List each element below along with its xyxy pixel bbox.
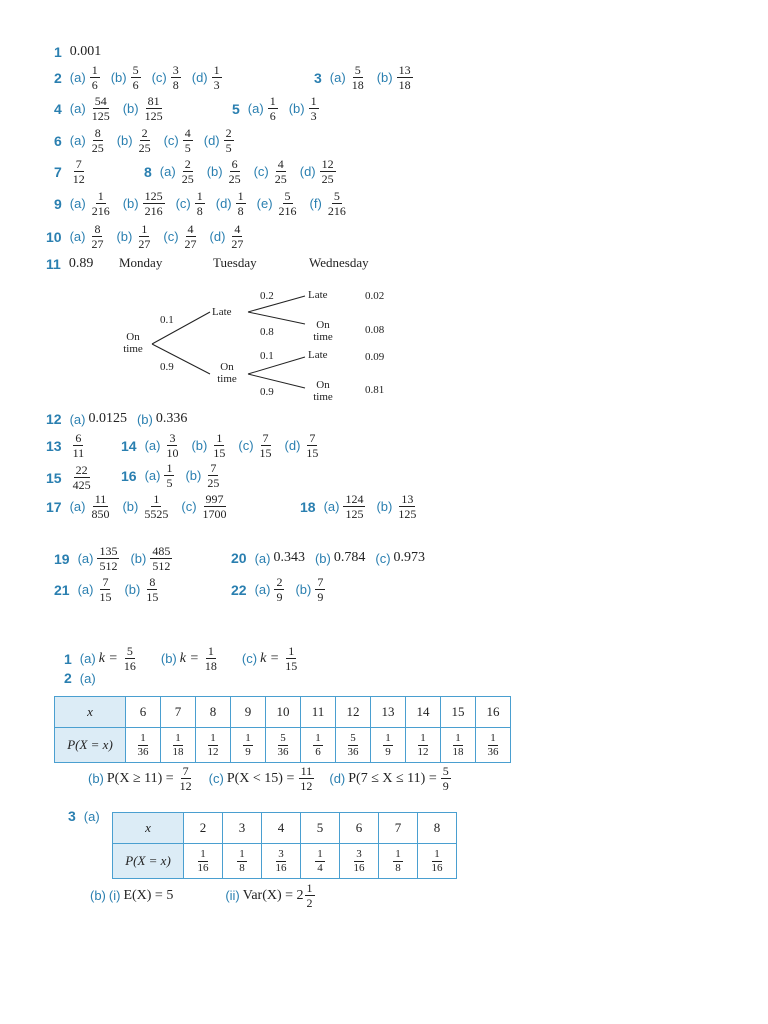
question-number: 16 <box>121 467 137 484</box>
x-cell: 13 <box>371 697 406 728</box>
part-d: (d) $\frac{2}{5}$ <box>203 126 232 155</box>
fraction: $\frac{4}{27}$ <box>231 222 244 251</box>
x-cell: 7 <box>161 697 196 728</box>
branch-ontime-ontime <box>248 374 305 388</box>
part-a: (a) $\frac{8}{27}$ <box>69 222 104 251</box>
part-a: (a) $\frac{8}{25}$ <box>69 126 104 155</box>
answer-9 <box>54 190 359 217</box>
answer-14 <box>121 432 331 459</box>
fraction: $\frac{1}{8}$ <box>237 189 244 218</box>
node-on-late: Late <box>308 349 328 361</box>
table-row-x <box>55 697 511 728</box>
branch-ontime-late <box>248 357 305 374</box>
answer-16 <box>121 462 232 489</box>
fraction: $\frac{4}{27}$ <box>184 222 197 251</box>
exercise2-answer-3 <box>68 808 103 824</box>
fraction: $\frac{135}{512}$ <box>99 544 118 573</box>
question-number: 11 <box>46 256 61 272</box>
fraction: $\frac{1}{3}$ <box>213 63 220 92</box>
fraction: $\frac{125}{216}$ <box>144 189 163 218</box>
fraction: $\frac{7}{15}$ <box>306 431 319 460</box>
node-late-late: Late <box>308 289 328 301</box>
part-c: (c) $\frac{1}{8}$ <box>175 189 203 218</box>
question-number: 8 <box>144 163 152 180</box>
fraction: $\frac{81}{125}$ <box>144 94 163 123</box>
question-number: 20 <box>231 550 247 566</box>
fraction: $\frac{1}{15}$ <box>285 644 298 673</box>
table-row-p <box>55 728 511 763</box>
p-header: P(X = x) <box>55 728 126 763</box>
p-late: 0.1 <box>160 314 174 326</box>
question-number: 21 <box>54 581 70 598</box>
part-b: (b) P(X ≥ 11) = $\frac{7}{12}$ <box>88 764 192 793</box>
answer-6 <box>54 127 245 154</box>
part-b: (b) $\frac{13}{125}$ <box>376 492 417 521</box>
fraction: $\frac{2}{9}$ <box>276 575 283 604</box>
node-late-on: On time <box>313 319 333 343</box>
x-cell: 5 <box>301 813 340 844</box>
fraction: $\frac{5}{9}$ <box>442 764 449 793</box>
answer-1 <box>54 44 101 60</box>
fraction: $\frac{1}{6}$ <box>269 94 276 123</box>
answer-22 <box>231 576 336 603</box>
p-cell: $\frac{5}{36}$ <box>266 728 301 763</box>
part-b: (b) $\frac{81}{125}$ <box>122 94 163 123</box>
exercise2-answer-3-b <box>90 882 326 909</box>
fraction: $\frac{5}{6}$ <box>132 63 139 92</box>
fraction: $\frac{5}{216}$ <box>327 189 346 218</box>
fraction: $\frac{13}{125}$ <box>398 492 417 521</box>
fraction: $\frac{7}{15}$ <box>259 431 272 460</box>
x-cell: 8 <box>418 813 457 844</box>
part-c: (c) $\frac{4}{27}$ <box>163 222 197 251</box>
answer-15 <box>46 464 94 491</box>
p-cell: $\frac{1}{16}$ <box>184 844 223 879</box>
fraction: $\frac{2}{25}$ <box>138 126 151 155</box>
x-cell: 16 <box>476 697 511 728</box>
fraction: $\frac{5}{216}$ <box>278 189 297 218</box>
p-cell: $\frac{1}{18}$ <box>161 728 196 763</box>
fraction: $\frac{2}{5}$ <box>225 126 232 155</box>
question-number: 10 <box>46 228 62 245</box>
part-b: (b) $\frac{13}{18}$ <box>376 63 411 92</box>
node-late: Late <box>212 306 232 318</box>
part-d: (d) P(7 ≤ X ≤ 11) = $\frac{5}{9}$ <box>329 764 449 793</box>
p-ontime: 0.9 <box>160 361 174 373</box>
exercise2-answer-1 <box>64 645 310 672</box>
question-number: 14 <box>121 437 137 454</box>
answer-11 <box>46 256 93 272</box>
exercise2-answer-2 <box>64 670 99 686</box>
question-number: 12 <box>46 411 62 427</box>
part-a: (a) $\frac{5}{18}$ <box>329 63 364 92</box>
fraction: $\frac{22}{425}$ <box>72 463 91 492</box>
question-number: 22 <box>231 581 247 598</box>
part-a: (a) $\frac{1}{216}$ <box>69 189 110 218</box>
fraction: $\frac{3}{8}$ <box>172 63 179 92</box>
p-cell: $\frac{1}{8}$ <box>223 844 262 879</box>
fraction: $\frac{5}{18}$ <box>351 63 364 92</box>
part-a-label: (a) <box>79 670 96 686</box>
part-a: (a) 0.343 <box>254 550 305 566</box>
x-cell: 11 <box>301 697 336 728</box>
fraction: $\frac{7}{12}$ <box>179 764 192 793</box>
answer-12 <box>46 411 197 427</box>
part-b: (b) $\frac{8}{15}$ <box>124 575 159 604</box>
part-c: (c) $\frac{3}{8}$ <box>151 63 179 92</box>
part-b: (b) $\frac{485}{512}$ <box>130 544 171 573</box>
fraction: $\frac{4}{5}$ <box>184 126 191 155</box>
p-cell: $\frac{1}{9}$ <box>231 728 266 763</box>
fraction: $\frac{1}{5525}$ <box>144 492 169 521</box>
branch-late-ontime <box>248 312 305 324</box>
fraction: $\frac{1}{18}$ <box>204 644 217 673</box>
p-cell: $\frac{1}{6}$ <box>301 728 336 763</box>
question-number: 1 <box>64 650 72 667</box>
part-b: (b) 0.784 <box>314 550 366 566</box>
answer-17 <box>46 493 240 520</box>
part-b: (b) $\frac{1}{15}$ <box>191 431 226 460</box>
part-b-ii: (ii) Var(X) = 2 $\frac{1}{2}$ <box>225 881 313 910</box>
x-cell: 7 <box>379 813 418 844</box>
x-header: x <box>113 813 184 844</box>
answer-20 <box>231 550 435 566</box>
x-cell: 12 <box>336 697 371 728</box>
question-number: 15 <box>46 469 62 486</box>
answer-2 <box>54 64 233 91</box>
day-monday: Monday <box>119 255 163 270</box>
question-number: 19 <box>54 550 70 567</box>
x-cell: 8 <box>196 697 231 728</box>
p-cell: $\frac{3}{16}$ <box>262 844 301 879</box>
question-number: 17 <box>46 498 62 515</box>
fraction: $\frac{7}{15}$ <box>99 575 112 604</box>
answer-13 <box>46 432 87 459</box>
day-wednesday: Wednesday <box>309 255 369 270</box>
part-c: (c) P(X < 15) = $\frac{11}{12}$ <box>208 764 313 793</box>
part-d: (d) $\frac{12}{25}$ <box>299 157 334 186</box>
x-cell: 15 <box>441 697 476 728</box>
question-number: 2 <box>54 69 62 86</box>
part-a: (a) $\frac{135}{512}$ <box>77 544 118 573</box>
part-b: (b) $\frac{7}{9}$ <box>295 575 324 604</box>
part-d: (d) $\frac{1}{3}$ <box>191 63 220 92</box>
fraction: $\frac{11}{850}$ <box>91 492 110 521</box>
question-number: 1 <box>54 44 62 60</box>
p-cell: $\frac{1}{16}$ <box>418 844 457 879</box>
branch-late-late <box>248 296 305 312</box>
part-b-label: (b) <box>90 888 106 903</box>
p-cell: $\frac{1}{8}$ <box>379 844 418 879</box>
question-number: 2 <box>64 670 72 686</box>
node-on-on: On time <box>313 379 333 403</box>
x-cell: 14 <box>406 697 441 728</box>
part-a: (a) $\frac{1}{6}$ <box>69 63 98 92</box>
part-e: (e) $\frac{5}{216}$ <box>256 189 297 218</box>
fraction: $\frac{6}{11}$ <box>72 431 85 460</box>
part-a: (a) $\frac{1}{5}$ <box>144 461 173 490</box>
part-b-i: (i) E(X) = 5 <box>108 887 174 903</box>
table-row-p <box>113 844 457 879</box>
p-cell: $\frac{1}{18}$ <box>441 728 476 763</box>
part-b: (b) $\frac{2}{25}$ <box>116 126 151 155</box>
part-d: (d) $\frac{7}{15}$ <box>284 431 319 460</box>
part-b: (b) $\frac{6}{25}$ <box>206 157 241 186</box>
part-a: (a) k = $\frac{5}{16}$ <box>79 644 136 673</box>
answer-value: 0.001 <box>69 44 102 59</box>
fraction: $\frac{1}{27}$ <box>138 222 151 251</box>
part-c: (c) $\frac{997}{1700}$ <box>181 492 227 521</box>
fraction: $\frac{54}{125}$ <box>91 94 110 123</box>
answer-10 <box>46 223 256 250</box>
day-tuesday: Tuesday <box>213 255 257 270</box>
fraction: $\frac{12}{25}$ <box>321 157 334 186</box>
fraction: $\frac{3}{10}$ <box>166 431 179 460</box>
question-number: 7 <box>54 163 62 180</box>
part-a: (a) $\frac{11}{850}$ <box>69 492 110 521</box>
part-a: (a) 0.0125 <box>69 411 127 427</box>
fraction: $\frac{5}{16}$ <box>123 644 136 673</box>
fraction: $\frac{8}{27}$ <box>91 222 104 251</box>
question-number: 5 <box>232 100 240 117</box>
prob-late-late: 0.02 <box>365 290 385 302</box>
answer-7 <box>54 158 88 185</box>
answer-8 <box>144 158 347 185</box>
part-b: (b) $\frac{5}{6}$ <box>110 63 139 92</box>
question-number: 18 <box>300 498 316 515</box>
distribution-table-2 <box>54 696 511 763</box>
question-number: 6 <box>54 132 62 149</box>
p-cell: $\frac{1}{12}$ <box>196 728 231 763</box>
part-b: (b) $\frac{125}{216}$ <box>122 189 163 218</box>
fraction: $\frac{8}{15}$ <box>146 575 159 604</box>
part-b: (b) k = $\frac{1}{18}$ <box>160 644 217 673</box>
fraction: $\frac{4}{25}$ <box>274 157 287 186</box>
x-cell: 6 <box>126 697 161 728</box>
fraction: $\frac{2}{25}$ <box>181 157 194 186</box>
part-a: (a) $\frac{1}{6}$ <box>247 94 276 123</box>
part-d: (d) $\frac{4}{27}$ <box>209 222 244 251</box>
x-cell: 4 <box>262 813 301 844</box>
fraction: $\frac{13}{18}$ <box>398 63 411 92</box>
p-late-late: 0.2 <box>260 290 274 302</box>
x-cell: 10 <box>266 697 301 728</box>
question-number: 9 <box>54 195 62 212</box>
x-cell: 2 <box>184 813 223 844</box>
part-a: (a) $\frac{3}{10}$ <box>144 431 179 460</box>
part-a: (a) $\frac{54}{125}$ <box>69 94 110 123</box>
fraction: $\frac{7}{25}$ <box>207 461 220 490</box>
part-a: (a) $\frac{124}{125}$ <box>323 492 364 521</box>
fraction: $\frac{7}{9}$ <box>317 575 324 604</box>
p-cell: $\frac{5}{36}$ <box>336 728 371 763</box>
fraction: $\frac{8}{25}$ <box>91 126 104 155</box>
fraction: $\frac{485}{512}$ <box>152 544 171 573</box>
answer-value: 0.89 <box>68 256 94 271</box>
fraction: $\frac{124}{125}$ <box>345 492 364 521</box>
p-cell: $\frac{1}{36}$ <box>476 728 511 763</box>
p-on-on: 0.9 <box>260 386 274 398</box>
x-cell: 3 <box>223 813 262 844</box>
tree-root: On time <box>123 331 143 355</box>
answer-4 <box>54 95 176 122</box>
p-on-late: 0.1 <box>260 350 274 362</box>
prob-late-on: 0.08 <box>365 324 385 336</box>
part-b: (b) $\frac{1}{5525}$ <box>122 492 169 521</box>
p-cell: $\frac{1}{12}$ <box>406 728 441 763</box>
part-c: (c) $\frac{7}{15}$ <box>238 431 272 460</box>
answer-5 <box>232 95 330 122</box>
part-a: (a) $\frac{2}{9}$ <box>254 575 283 604</box>
fraction: $\frac{997}{1700}$ <box>202 492 227 521</box>
question-number: 3 <box>314 69 322 86</box>
x-header: x <box>55 697 126 728</box>
x-cell: 6 <box>340 813 379 844</box>
part-c: (c) $\frac{4}{25}$ <box>253 157 287 186</box>
table-row-x <box>113 813 457 844</box>
part-c: (c) k = $\frac{1}{15}$ <box>241 644 298 673</box>
fraction: $\frac{1}{216}$ <box>91 189 110 218</box>
fraction: $\frac{11}{12}$ <box>300 764 313 793</box>
fraction: $\frac{7}{12}$ <box>72 157 85 186</box>
p-cell: $\frac{3}{16}$ <box>340 844 379 879</box>
exercise2-answer-2-parts <box>88 765 462 792</box>
question-number: 4 <box>54 100 62 117</box>
p-header: P(X = x) <box>113 844 184 879</box>
part-f: (f) $\frac{5}{216}$ <box>309 189 346 218</box>
fraction: $\frac{1}{5}$ <box>166 461 173 490</box>
part-b: (b) $\frac{1}{27}$ <box>116 222 151 251</box>
distribution-table-3 <box>112 812 457 879</box>
part-d: (d) $\frac{1}{8}$ <box>215 189 244 218</box>
p-cell: $\frac{1}{9}$ <box>371 728 406 763</box>
part-a: (a) $\frac{7}{15}$ <box>77 575 112 604</box>
p-late-on: 0.8 <box>260 326 274 338</box>
part-b: (b) 0.336 <box>136 411 188 427</box>
p-cell: $\frac{1}{4}$ <box>301 844 340 879</box>
fraction: $\frac{1}{6}$ <box>91 63 98 92</box>
part-c: (c) $\frac{4}{5}$ <box>163 126 191 155</box>
x-cell: 9 <box>231 697 266 728</box>
p-cell: $\frac{1}{36}$ <box>126 728 161 763</box>
prob-on-on: 0.81 <box>365 384 385 396</box>
prob-on-late: 0.09 <box>365 351 385 363</box>
node-ontime: On time <box>217 361 237 385</box>
answer-21 <box>54 576 171 603</box>
part-a: (a) $\frac{2}{25}$ <box>159 157 194 186</box>
fraction: $\frac{1}{3}$ <box>310 94 317 123</box>
fraction: $\frac{1}{2}$ <box>306 881 313 910</box>
fraction: $\frac{1}{15}$ <box>213 431 226 460</box>
part-c: (c) 0.973 <box>375 550 426 566</box>
question-number: 13 <box>46 437 62 454</box>
fraction: $\frac{1}{8}$ <box>196 189 203 218</box>
answer-19 <box>54 545 183 572</box>
question-number: 3 <box>68 808 76 824</box>
part-a-label: (a) <box>83 808 100 824</box>
answer-3 <box>314 64 424 91</box>
part-b: (b) $\frac{7}{25}$ <box>185 461 220 490</box>
answer-18 <box>300 493 429 520</box>
part-b: (b) $\frac{1}{3}$ <box>288 94 317 123</box>
fraction: $\frac{6}{25}$ <box>228 157 241 186</box>
